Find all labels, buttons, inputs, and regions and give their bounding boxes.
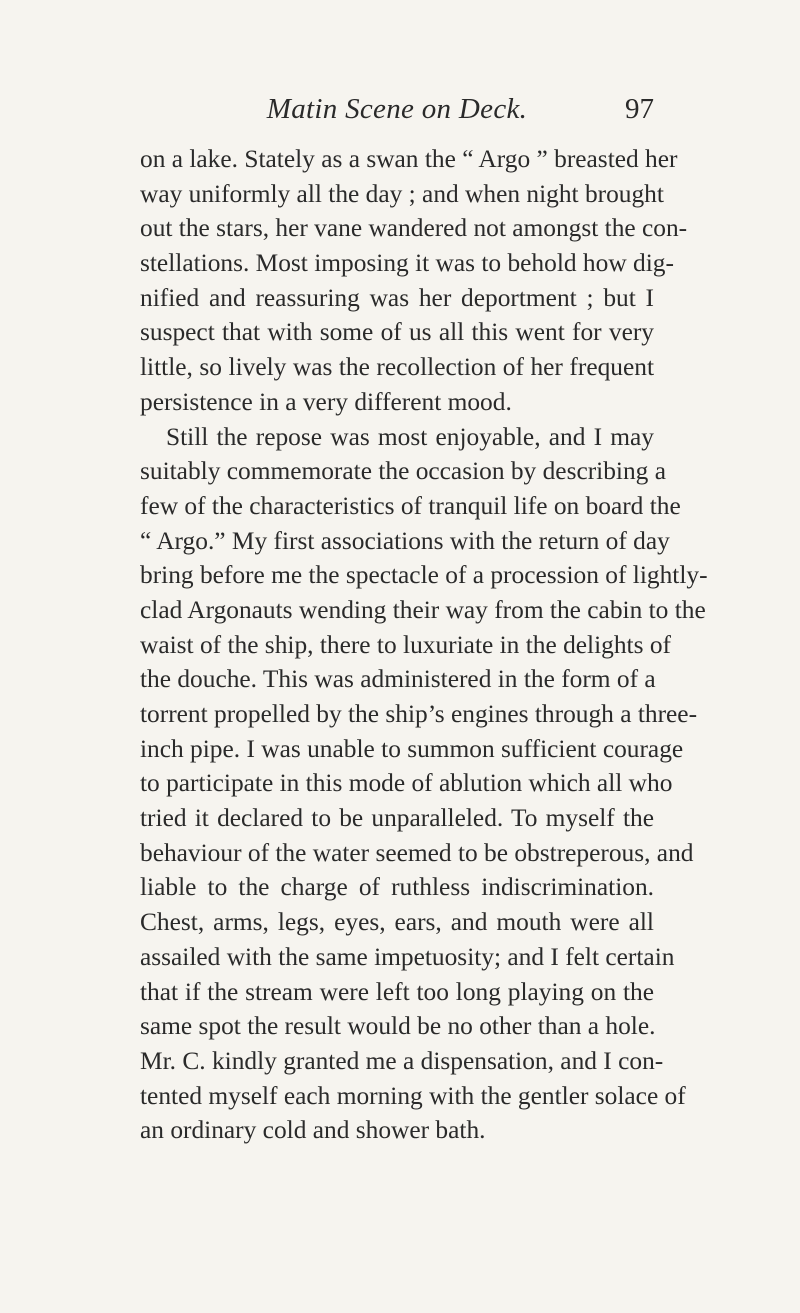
text-line: persistence in a very different mood. xyxy=(140,387,512,416)
page-number: 97 xyxy=(625,93,654,125)
text-line: behaviour of the water seemed to be obstreperous, and xyxy=(140,838,694,867)
text-line: tented myself each morning with the gentler solace of xyxy=(140,1081,686,1110)
text-line: Mr. C. kindly granted me a dispensation, and I con- xyxy=(140,1046,664,1075)
text-line: Chest, arms, legs, eyes, ears, and mouth were all xyxy=(140,908,654,937)
text-line: out the stars, her vane wandered not amongst the con- xyxy=(140,214,688,243)
text-line: few of the characteristics of tranquil life on board the xyxy=(140,491,681,520)
text-line: on a lake. Stately as a swan the “ Argo ” breasted her xyxy=(140,145,678,173)
text-line: inch pipe. I was unable to summon sufficient courage xyxy=(140,734,684,763)
text-line: way uniformly all the day ; and when night brought xyxy=(140,179,664,208)
text-line: assailed with the same impetuosity; and I felt certain xyxy=(140,942,675,971)
text-line: an ordinary cold and shower bath. xyxy=(140,1116,486,1145)
running-title: Matin Scene on Deck. xyxy=(266,93,528,125)
text-line: liable to the charge of ruthless indiscrimination. xyxy=(140,873,654,902)
text-line: the douche. This was administered in the form of a xyxy=(140,665,656,694)
text-line: to participate in this mode of ablution which all who xyxy=(140,769,673,798)
text-line: stellations. Most imposing it was to behold how dig- xyxy=(140,249,674,278)
text-line: same spot the result would be no other than a hole. xyxy=(140,1012,656,1041)
text-line: Still the repose was most enjoyable, and I may xyxy=(166,422,654,451)
text-line: bring before me the spectacle of a procession of lightly- xyxy=(140,561,708,590)
text-line: “ Argo.” My first associations with the return of day xyxy=(140,526,670,555)
text-line: little, so lively was the recollection of her frequent xyxy=(140,353,654,382)
text-line: nified and reassuring was her deportment ; but I xyxy=(140,283,654,312)
body-text xyxy=(140,142,708,1148)
text-line: suitably commemorate the occasion by describing a xyxy=(140,457,666,486)
paragraph xyxy=(140,420,708,1148)
text-line: waist of the ship, there to luxuriate in the delights of xyxy=(140,630,671,659)
text-line: torrent propelled by the ship’s engines through a three- xyxy=(140,700,698,728)
running-head xyxy=(140,93,654,143)
text-line: tried it declared to be unparalleled. To myself the xyxy=(140,804,654,833)
text-line: that if the stream were left too long playing on the xyxy=(140,977,654,1006)
text-line: clad Argonauts wending their way from the cabin to the xyxy=(140,595,706,624)
paragraph xyxy=(140,142,688,420)
text-line: suspect that with some of us all this went for very xyxy=(140,318,654,347)
